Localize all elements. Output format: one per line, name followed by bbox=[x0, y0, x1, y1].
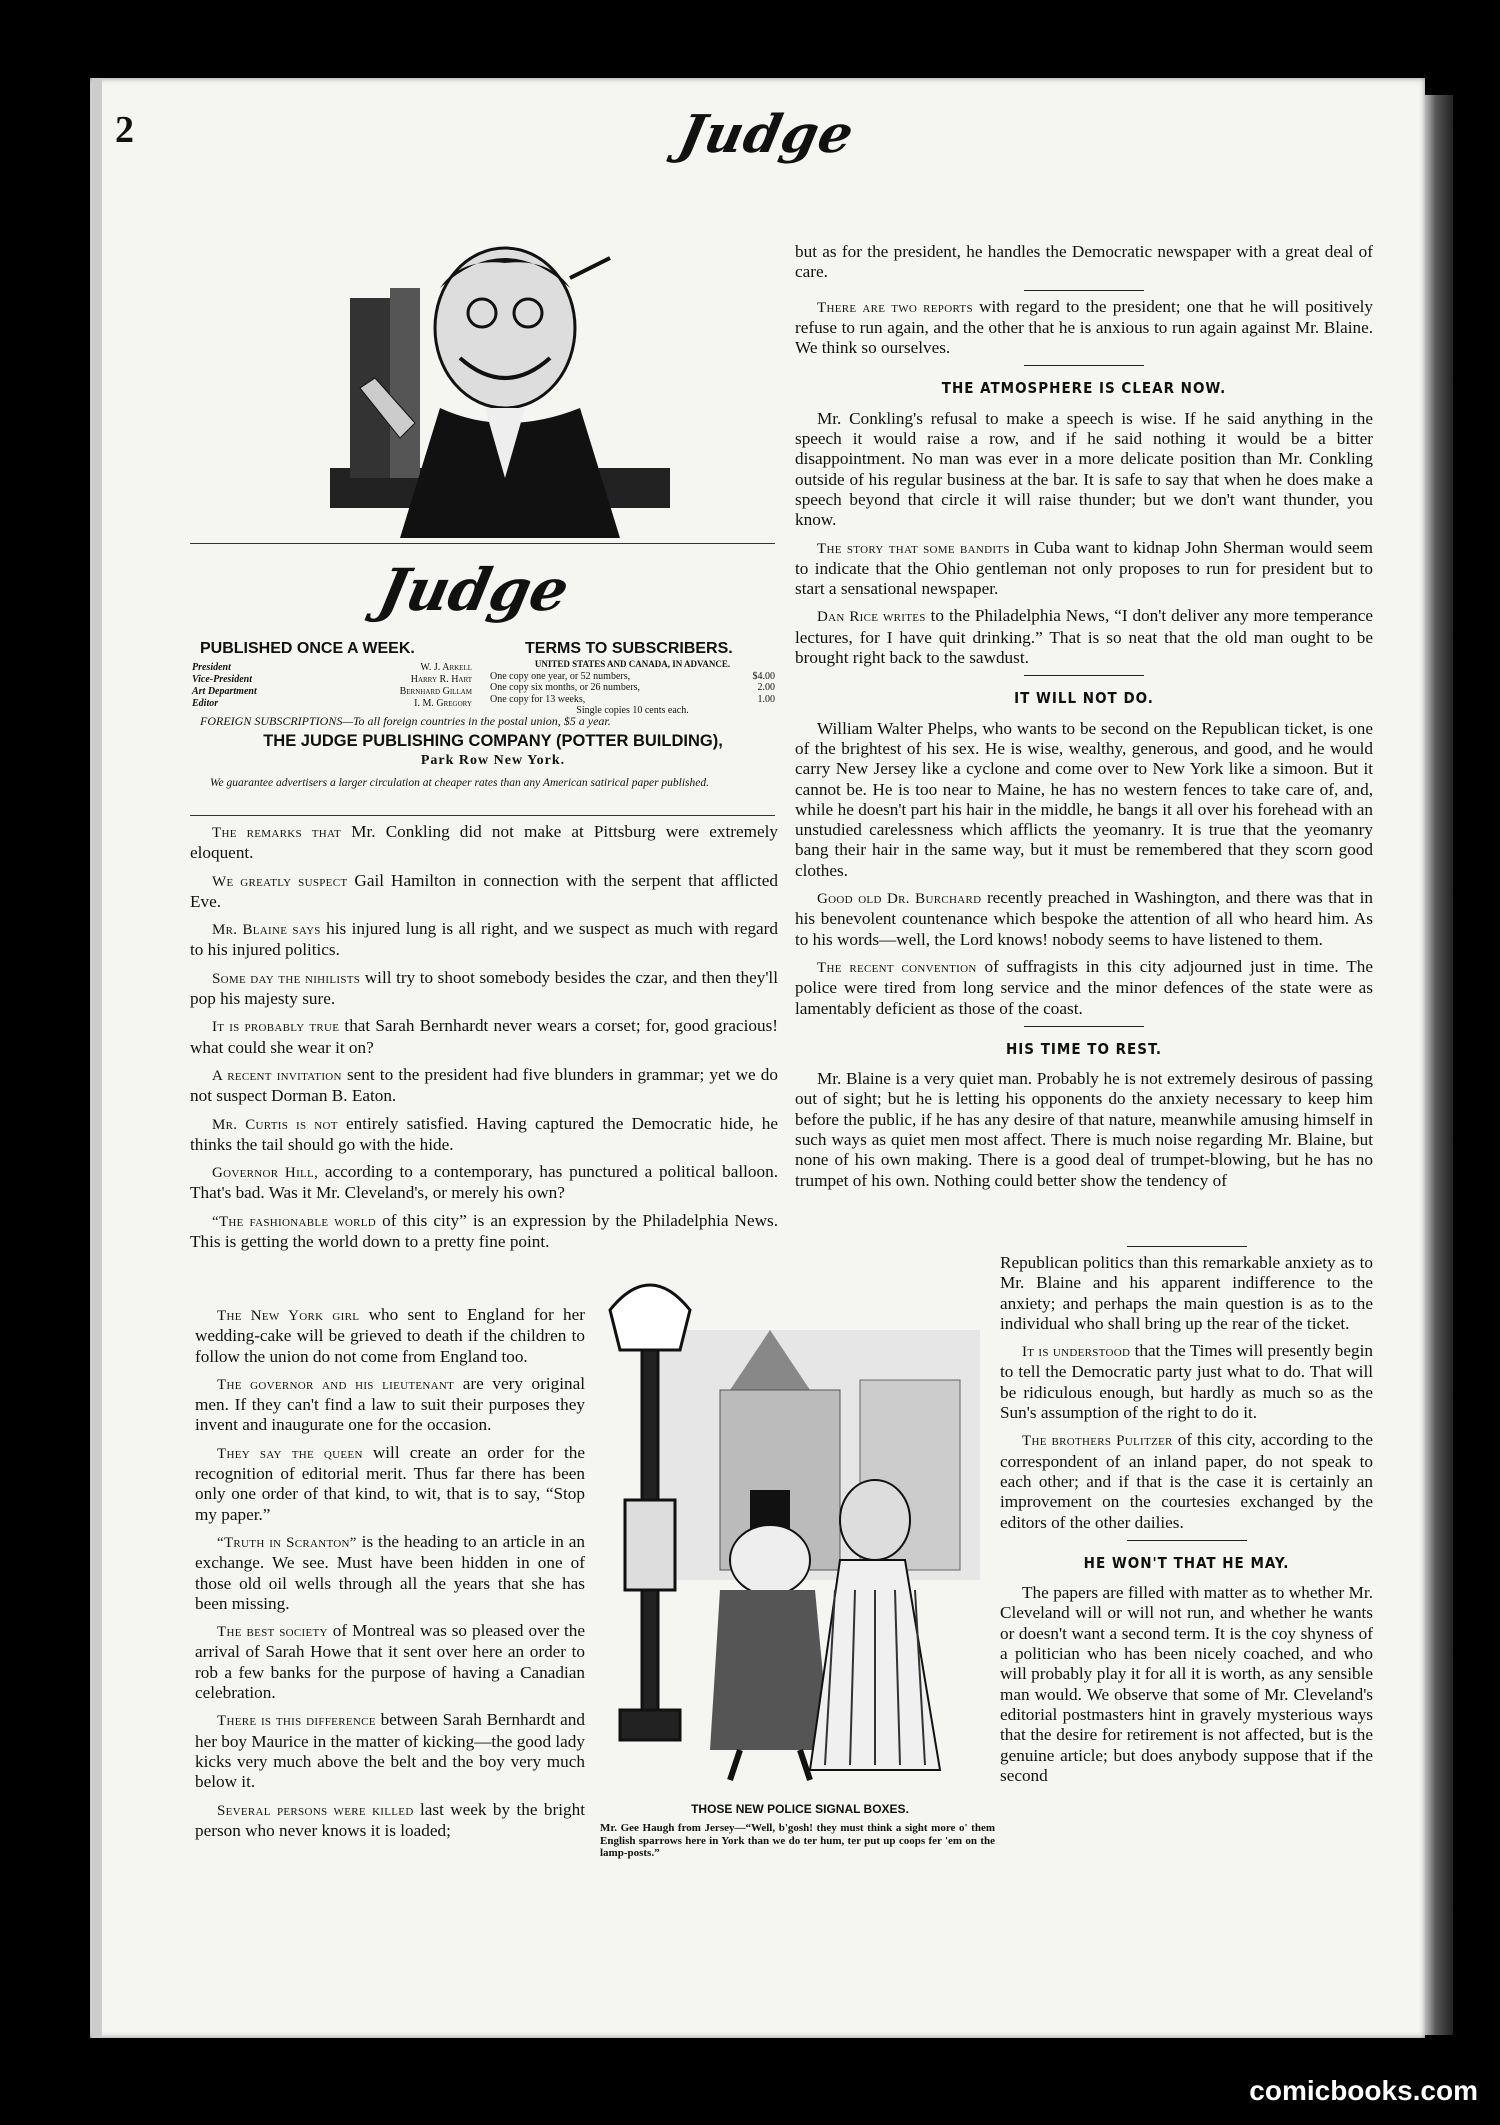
paragraph-lead: The best society bbox=[217, 1624, 328, 1641]
paragraph-lead: The story that some bandits bbox=[817, 540, 1010, 557]
paragraph-text: Mr. Conkling did not make at Pittsburg were extremely eloquent. bbox=[190, 822, 778, 863]
officer-role: Vice-President bbox=[192, 674, 252, 685]
paragraph-text: in Cuba want to kidnap John Sherman would seem to indicate that the Ohio gentleman not only proposes to run for president but to start a sensational newspaper. bbox=[795, 537, 1373, 599]
subscription-terms bbox=[490, 659, 775, 717]
paragraph-text: William Walter Phelps, who wants to be second on the Republican ticket, is one of the brightest of his sex. He is wise, wealthy, generous, and good, and he would carry New Jersey like a cyclone and come over to New York like a simoon. But it cannot be. He is too near to Maine, he has no western fences to take care of, and, while he doesn't part his hair in the middle, he bangs it all over his forehead with an unstudied carelessness which afflicts the yeomanry. It is true that the yeomanry bang their hair in the same way, but it must be remembered that they scorn good clothes. bbox=[795, 718, 1373, 880]
paragraph-text: of this city” is an expression by the Philadelphia News. This is getting the world down to a pretty fine point. bbox=[190, 1210, 778, 1252]
paragraph-text: will try to shoot somebody besides the czar, and then they'll pop his majesty sure. bbox=[190, 967, 778, 1009]
heading-rule bbox=[1127, 1246, 1247, 1247]
publisher-name: THE JUDGE PUBLISHING COMPANY (POTTER BUILDING), bbox=[263, 732, 723, 750]
paragraph bbox=[190, 1211, 778, 1253]
paragraph-text: will create an order for the recognition of editorial merit. Thus far there has been only one order of that kind, to wit, that is to say, “Stop my paper.” bbox=[195, 1442, 585, 1524]
term-row bbox=[490, 682, 775, 694]
officer-role: Editor bbox=[192, 698, 219, 709]
paragraph-lead: Several persons were killed bbox=[217, 1802, 414, 1819]
editor-portrait-illustration bbox=[290, 238, 710, 538]
officer-role: Art Department bbox=[192, 686, 257, 697]
paragraph-text: last week by the bright person who never knows it is loaded; bbox=[195, 1799, 585, 1840]
paragraph-lead: Dan Rice writes bbox=[817, 609, 926, 626]
masthead-logo: Judge bbox=[673, 104, 860, 165]
heading-rule bbox=[1024, 1026, 1144, 1027]
page-number: 2 bbox=[115, 109, 134, 151]
paragraph-lead: The recent convention bbox=[817, 959, 977, 976]
site-watermark: comicbooks.com bbox=[1249, 2075, 1478, 2106]
section-heading: IT WILL NOT DO. bbox=[1014, 689, 1154, 708]
paragraph bbox=[795, 538, 1373, 600]
officer-row bbox=[192, 674, 472, 686]
paragraph-text: of suffragists in this city adjourned just in time. The police were tired from long service and the minor defences of the state were as lamentably deficient as those of the coast. bbox=[795, 956, 1373, 1018]
paragraph-text: who sent to England for her wedding-cake will be grieved to death if the children to follow the union do not come from England too. bbox=[195, 1305, 585, 1366]
paragraph bbox=[795, 606, 1373, 668]
term-row bbox=[490, 694, 775, 706]
paragraph bbox=[190, 1065, 778, 1107]
paragraph bbox=[795, 297, 1373, 359]
paragraph bbox=[1000, 1341, 1373, 1423]
term-price: 2.00 bbox=[757, 682, 775, 693]
right-narrow-column bbox=[1000, 1240, 1373, 1793]
heading-rule bbox=[1024, 365, 1144, 366]
paragraph bbox=[190, 968, 778, 1010]
paragraph-text: sent to the president had five blunders in grammar; yet we do not suspect Dorman B. Eaton. bbox=[190, 1064, 778, 1106]
officer-name: I. M. Gregory bbox=[414, 698, 472, 709]
paragraph bbox=[1000, 1583, 1373, 1786]
paragraph-lead: The remarks that bbox=[212, 825, 342, 841]
left-column bbox=[190, 822, 778, 1259]
paragraph-text: between Sarah Bernhardt and her boy Maurice in the matter of kicking—the good lady kicks very much above the belt and the boy very much below it. bbox=[195, 1710, 585, 1792]
paragraph-lead: Some day the nihilists bbox=[212, 970, 361, 987]
publisher-address: Park Row New York. bbox=[420, 753, 566, 768]
paragraph-lead: We greatly suspect bbox=[212, 873, 348, 890]
paragraph-lead: “Truth in Scranton” bbox=[217, 1534, 357, 1551]
term-price: 1.00 bbox=[757, 693, 775, 705]
paragraph bbox=[190, 1016, 778, 1058]
paragraph-text: Gail Hamilton in connection with the serpent that afflicted Eve. bbox=[190, 870, 778, 911]
paragraph-lead: The brothers Pulitzer bbox=[1022, 1433, 1173, 1450]
paragraph bbox=[195, 1443, 585, 1525]
officer-name: W. J. Arkell bbox=[420, 662, 472, 673]
paragraph bbox=[190, 871, 778, 913]
cartoon-title: THOSE NEW POLICE SIGNAL BOXES. bbox=[691, 1802, 909, 1816]
paragraph-lead: Mr. Blaine says bbox=[212, 922, 321, 939]
paragraph-text: are very original men. If they can't find a law to suit their purposes they invent and inaugurate one for the occasion. bbox=[195, 1373, 585, 1435]
officer-row bbox=[192, 662, 472, 674]
page-edge bbox=[1425, 95, 1453, 2035]
paragraph-lead: A recent invitation bbox=[212, 1067, 342, 1084]
paragraph-text: recently preached in Washington, and there was that in his benevolent countenance which bespoke the attention of all who heard him. As to his words—well, the Lord knows! nobody seems to have listened to them. bbox=[795, 888, 1373, 949]
officer-role: President bbox=[192, 662, 231, 673]
paragraph-lead: Good old Dr. Burchard bbox=[817, 891, 982, 908]
officer-name: Bernhard Gillam bbox=[399, 686, 472, 697]
single-copies: Single copies 10 cents each. bbox=[576, 705, 689, 716]
terms-heading: TERMS TO SUBSCRIBERS. bbox=[525, 640, 733, 657]
paragraph-lead: The New York girl bbox=[217, 1308, 360, 1324]
heading-rule bbox=[1127, 1540, 1247, 1541]
officer-row bbox=[192, 698, 472, 710]
paragraph bbox=[795, 957, 1373, 1019]
paragraph bbox=[195, 1710, 585, 1792]
paragraph-text: Mr. Conkling's refusal to make a speech is wise. If he said anything in the speech it would raise a row, and if he said nothing it would be a bitter disappointment. No man was ever in a more delicate position than Mr. Conkling outside of his regular business at the bar. It is safe to say that when he does make a speech beyond that circle it will raise thunder; but we don't want thunder, you know. bbox=[795, 408, 1373, 530]
section-heading: HE WON'T THAT HE MAY. bbox=[1083, 1553, 1290, 1572]
paragraph bbox=[190, 822, 778, 864]
paragraph-lead: There are two reports bbox=[817, 299, 973, 316]
heading-rule bbox=[1024, 675, 1144, 676]
paragraph-lead: Governor Hill, bbox=[212, 1165, 319, 1182]
paragraph-lead: “The fashionable world bbox=[212, 1213, 377, 1230]
divider bbox=[190, 543, 775, 544]
paragraph-text: Republican politics than this remarkable anxiety as to Mr. Blaine and his apparent indifference to the anxiety; and perhaps the main question is as to the individual who shall bring up the rear of the ticket. bbox=[1000, 1253, 1373, 1333]
paragraph bbox=[195, 1800, 585, 1842]
paragraph-text: is the heading to an article in an exchange. We see. Must have been hidden in one of those old oil wells through all the years that she has been missing. bbox=[195, 1531, 585, 1613]
term-label: One copy for 13 weeks, bbox=[490, 693, 586, 705]
foreign-subscriptions: FOREIGN SUBSCRIPTIONS—To all foreign countries in the postal union, $5 a year. bbox=[200, 714, 611, 728]
paragraph bbox=[195, 1532, 585, 1614]
term-label: One copy one year, or 52 numbers, bbox=[490, 670, 631, 682]
paragraph bbox=[795, 409, 1373, 531]
officer-row bbox=[192, 686, 472, 698]
paragraph bbox=[195, 1374, 585, 1436]
paragraph-text: his injured lung is all right, and we suspect as much with regard to his injured politics. bbox=[190, 919, 778, 960]
paragraph-lead: The governor and his lieutenant bbox=[217, 1376, 455, 1393]
paragraph-text: with regard to the president; one that he will positively refuse to run again, and the other that he is anxious to run again against Mr. Blaine. We think so ourselves. bbox=[795, 296, 1373, 358]
paragraph-lead: It is probably true bbox=[212, 1019, 340, 1036]
page-binding bbox=[92, 78, 102, 2038]
advertiser-guarantee: We guarantee advertisers a larger circulation at cheaper rates than any American satirical paper published. bbox=[210, 777, 710, 789]
paragraph-lead: Mr. Curtis is not bbox=[212, 1116, 338, 1133]
paragraph bbox=[795, 888, 1373, 950]
paragraph bbox=[195, 1305, 585, 1367]
terms-region: UNITED STATES AND CANADA, IN ADVANCE. bbox=[534, 659, 731, 669]
officer-name: Harry R. Hart bbox=[410, 674, 472, 685]
published-weekly: PUBLISHED ONCE A WEEK. bbox=[200, 640, 415, 657]
term-row bbox=[490, 671, 775, 683]
paragraph bbox=[190, 1162, 778, 1204]
paragraph bbox=[1000, 1253, 1373, 1334]
paragraph-lead: There is this difference bbox=[217, 1713, 376, 1730]
paragraph-text: The papers are filled with matter as to whether Mr. Cleveland will or will not run, and whether he wants or doesn't want a second term. It is the coy shyness of a politician who has been nicely coached, and who will probably play it for all it is worth, as any sensible man would. We observe that some of Mr. Cleveland's editorial postmasters hint in gravely mysterious ways that the desire for retirement is not affected, but is the genuine article; but does anybody suppose that if the second bbox=[1000, 1583, 1373, 1785]
paragraph bbox=[195, 1621, 585, 1703]
paragraph-text: entirely satisfied. Having captured the Democratic hide, he thinks the tail should go with the hide. bbox=[190, 1113, 778, 1154]
paragraph bbox=[795, 1069, 1373, 1191]
paragraph-text: of this city, according to the correspondent of an inland paper, do not speak to each other; and if that is the case it is certainly an improvement on the courtesies exchanged by the editors of the other dailies. bbox=[1000, 1430, 1373, 1532]
police-signal-box-cartoon bbox=[600, 1270, 1000, 1790]
paragraph-text: that Sarah Bernhardt never wears a corset; for, good gracious! what could she wear it on? bbox=[190, 1016, 778, 1057]
heading-rule bbox=[1024, 290, 1144, 291]
cartoon-caption: Mr. Gee Haugh from Jersey—“Well, b'gosh! they must think a sight more o' them English sparrows here in York than we do ter hum, ter put up coops fer 'em on the lamp-posts.” bbox=[600, 1822, 995, 1859]
paragraph-text: that the Times will presently begin to tell the Democratic party just what to do. That will be ridiculous enough, but hardly as much so as the Sun's assumption of the right to do it. bbox=[1000, 1341, 1373, 1423]
paragraph-text: to the Philadelphia News, “I don't deliver any more temperance lectures, for I have quit drinking.” That is so neat that the old man ought to be brought right back to the sawdust. bbox=[795, 606, 1374, 668]
divider bbox=[190, 815, 775, 816]
paragraph bbox=[1000, 1430, 1373, 1532]
paragraph bbox=[795, 719, 1373, 881]
judge-logo: Judge bbox=[372, 556, 575, 624]
officers-list bbox=[192, 662, 472, 710]
right-column bbox=[795, 242, 1373, 1198]
paragraph bbox=[190, 919, 778, 961]
paragraph-text: Mr. Blaine is a very quiet man. Probably he is not extremely desirous of passing out of sight; but he is letting his opponents do the anxiety necessary to keep him before the public, if he has any desire of that nature, meanwhile amusing himself in such ways as quiet men most affect. There is much noise regarding Mr. Blaine, but none of his own making. There is a good deal of trumpet-blowing, but he has no trumpet of his own. Nothing could better show the tendency of bbox=[795, 1069, 1373, 1190]
left-narrow-column bbox=[195, 1305, 585, 1848]
paragraph-text: according to a contemporary, has punctured a political balloon. That's bad. Was it Mr. Cleveland's, or merely his own? bbox=[190, 1162, 778, 1203]
paragraph bbox=[190, 1114, 778, 1156]
paragraph-lead: They say the queen bbox=[217, 1445, 363, 1462]
section-heading: THE ATMOSPHERE IS CLEAR NOW. bbox=[941, 379, 1227, 398]
section-heading: HIS TIME TO REST. bbox=[1005, 1039, 1163, 1058]
paragraph-text: of Montreal was so pleased over the arrival of Sarah Howe that it sent over here an order to rob a few banks for the purpose of having a Canadian celebration. bbox=[195, 1621, 585, 1703]
paragraph-lead: It is understood bbox=[1022, 1344, 1131, 1361]
term-price: $4.00 bbox=[752, 670, 775, 682]
intro-paragraph: but as for the president, he handles the Democratic newspaper with a great deal of care. bbox=[795, 242, 1373, 282]
term-label: One copy six months, or 26 numbers, bbox=[490, 682, 640, 693]
